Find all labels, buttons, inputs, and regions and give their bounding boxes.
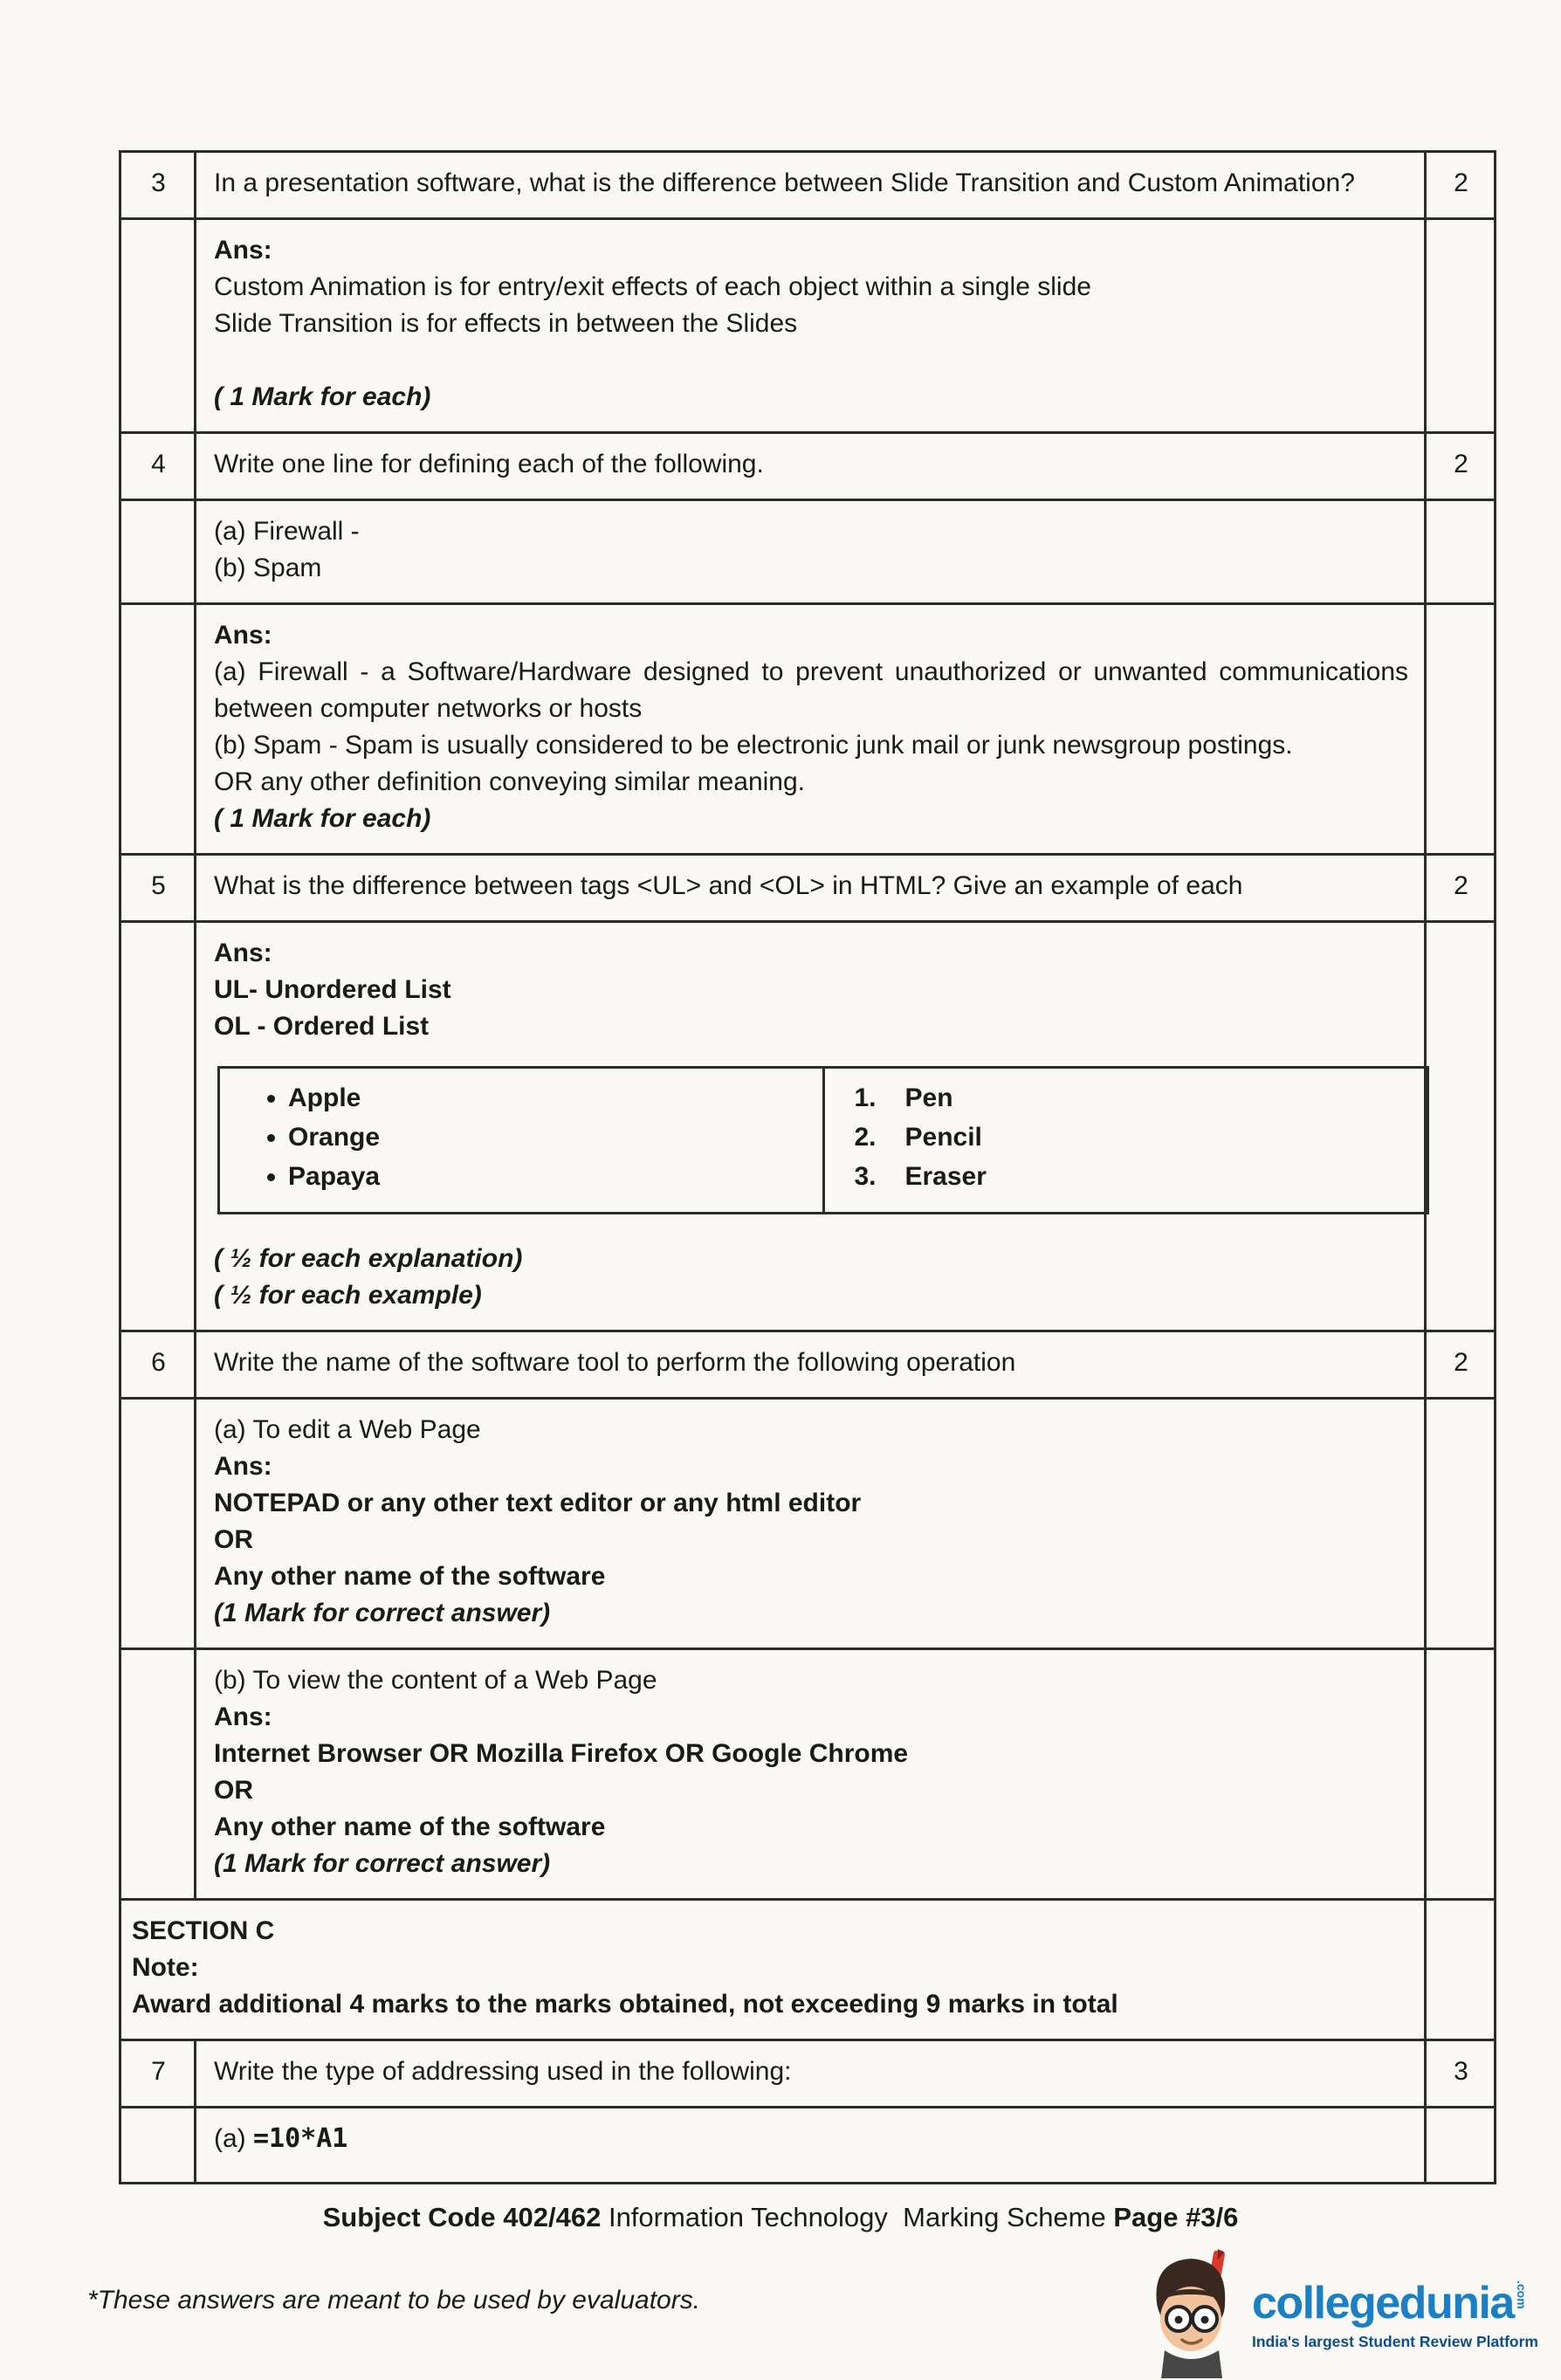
q4-answer-marks-cell: [1426, 604, 1496, 855]
q5-ans-label: Ans:: [214, 939, 272, 967]
q4-ans-line-1: (a) Firewall - a Software/Hardware designed to prevent unauthorized or unwanted communications between computer networks or hosts: [214, 657, 1408, 723]
brand-name: collegedunia: [1252, 2278, 1514, 2328]
spacer: [214, 342, 1408, 379]
q6-part-a-row: [120, 1399, 1496, 1649]
q6b-mark-note: (1 Mark for correct answer): [214, 1849, 551, 1878]
q4-question-text: Write one line for defining each of the following.: [196, 433, 1426, 500]
q4-number: 4: [120, 433, 196, 500]
q4-question-row: [120, 433, 1496, 500]
section-c-row: [120, 1900, 1496, 2040]
q5-unordered-example-cell: [219, 1068, 824, 1214]
q5-mark-note-2: ( ½ for each example): [214, 1281, 482, 1310]
q6b-ans-line-3: Any other name of the software: [214, 1813, 606, 1841]
q5-ol-item-label: Eraser: [904, 1162, 987, 1191]
q5-answer-num-cell: [120, 922, 196, 1331]
section-c-marks-cell: [1426, 1900, 1496, 2040]
q4-answer-num-cell: [120, 604, 196, 855]
q7a-prefix: (a): [214, 2124, 253, 2153]
q6b-prompt: (b) To view the content of a Web Page: [214, 1666, 657, 1695]
brand-text-block: [1252, 2280, 1538, 2351]
q6-part-b-row: [120, 1649, 1496, 1900]
q3-ans-line-1: Custom Animation is for entry/exit effects of each object within a single slide: [214, 272, 1091, 301]
q6a-ans-label: Ans:: [214, 1452, 272, 1481]
q7-part-a-row: [120, 2108, 1496, 2184]
q5-ol-item: [855, 1159, 1410, 1195]
q4-parts-num-cell: [120, 500, 196, 604]
q5-ol-item-number: 1.: [854, 1083, 877, 1112]
q6a-ans-line-1: NOTEPAD or any other text editor or any html editor: [214, 1489, 862, 1517]
q5-question-row: [120, 855, 1496, 922]
q5-mark-note-1: ( ½ for each explanation): [214, 1244, 523, 1273]
q6b-cell: [196, 1649, 1426, 1900]
q5-ol-item: [855, 1119, 1410, 1156]
q4-ans-line-2: (b) Spam - Spam is usually considered to be electronic junk mail or junk newsgroup postings.: [214, 731, 1293, 760]
q6a-marks-cell: [1426, 1399, 1496, 1649]
q5-ol-item: [855, 1080, 1410, 1117]
q3-answer-num-cell: [120, 219, 196, 433]
q5-ul-item: • Orange: [288, 1119, 805, 1156]
q4-parts-marks-cell: [1426, 500, 1496, 604]
collegedunia-logo: [1140, 2249, 1538, 2380]
q5-ol-item-label: Pencil: [904, 1123, 982, 1152]
marking-scheme-table: [119, 150, 1496, 2184]
q5-answer-marks-cell: [1426, 922, 1496, 1331]
q3-answer-cell: [196, 219, 1426, 433]
q6b-num-cell: [120, 1649, 196, 1900]
q6-number: 6: [120, 1331, 196, 1399]
q4-ans-line-3: OR any other definition conveying similar meaning.: [214, 767, 806, 796]
q4-mark-note: ( 1 Mark for each): [214, 804, 431, 833]
q5-example-row: [219, 1068, 1428, 1214]
q6b-ans-line-2: OR: [214, 1776, 253, 1805]
q5-number: 5: [120, 855, 196, 922]
brand-tagline: India's largest Student Review Platform: [1252, 2333, 1538, 2350]
q3-number: 3: [120, 152, 196, 219]
q5-example-table: [217, 1066, 1429, 1214]
q3-ans-label: Ans:: [214, 236, 272, 265]
q5-question-text: What is the difference between tags <UL> and <OL> in HTML? Give an example of each: [196, 855, 1426, 922]
q5-ol-item-number: 2.: [854, 1123, 877, 1152]
q7a-cell: [196, 2108, 1426, 2184]
q3-question-text: In a presentation software, what is the difference between Slide Transition and Custom Animation?: [196, 152, 1426, 219]
q5-ordered-example-cell: [823, 1068, 1428, 1214]
q4-part-b: (b) Spam: [214, 554, 322, 582]
q4-marks: 2: [1426, 433, 1496, 500]
q3-question-row: [120, 152, 1496, 219]
q5-ul-definition: UL- Unordered List: [214, 975, 451, 1004]
q5-marks: 2: [1426, 855, 1496, 922]
q6-question-row: [120, 1331, 1496, 1399]
q3-ans-line-2: Slide Transition is for effects in between the Slides: [214, 309, 798, 338]
q5-answer-row: [120, 922, 1496, 1331]
q4-parts-row: [120, 500, 1496, 604]
q3-marks: 2: [1426, 152, 1496, 219]
q5-ol-item-number: 3.: [854, 1162, 877, 1191]
q3-answer-row: [120, 219, 1496, 433]
q3-mark-note: ( 1 Mark for each): [214, 382, 431, 411]
section-c-title: SECTION C: [132, 1916, 275, 1945]
q6a-ans-line-2: OR: [214, 1525, 253, 1554]
q5-ul-item: • Papaya: [288, 1159, 805, 1195]
collegedunia-mascot-icon: [1140, 2249, 1243, 2380]
section-c-cell: [120, 1900, 1426, 2040]
q6-marks: 2: [1426, 1331, 1496, 1399]
section-c-note-text: Award additional 4 marks to the marks obtained, not exceeding 9 marks in total: [132, 1990, 1118, 2019]
q6b-ans-label: Ans:: [214, 1702, 272, 1731]
q6a-prompt: (a) To edit a Web Page: [214, 1415, 481, 1444]
q7a-marks-cell: [1426, 2108, 1496, 2184]
q6a-cell: [196, 1399, 1426, 1649]
q7-question-row: [120, 2040, 1496, 2108]
q3-answer-marks-cell: [1426, 219, 1496, 433]
q5-ol-definition: OL - Ordered List: [214, 1012, 430, 1041]
brand-tld: .com: [1514, 2280, 1529, 2309]
q5-unordered-list: [250, 1080, 805, 1195]
evaluator-note: *These answers are meant to be used by evaluators.: [87, 2286, 701, 2315]
q4-answer-cell: [196, 604, 1426, 855]
q5-ol-item-label: Pen: [904, 1083, 953, 1112]
section-c-note-label: Note:: [132, 1953, 199, 1982]
q4-ans-label: Ans:: [214, 621, 272, 650]
q7a-num-cell: [120, 2108, 196, 2184]
footer-middle-text: Information Technology Marking Scheme: [601, 2202, 1114, 2232]
q4-part-a: (a) Firewall -: [214, 517, 360, 546]
q5-ul-item: • Apple: [288, 1080, 805, 1117]
q4-parts-cell: [196, 500, 1426, 604]
q7-question-text: Write the type of addressing used in the following:: [196, 2040, 1426, 2108]
footer-subject-code: Subject Code 402/462: [322, 2202, 602, 2232]
q6a-ans-line-3: Any other name of the software: [214, 1562, 606, 1591]
q6b-ans-line-1: Internet Browser OR Mozilla Firefox OR Google Chrome: [214, 1739, 909, 1768]
q6a-num-cell: [120, 1399, 196, 1649]
q7-marks: 3: [1426, 2040, 1496, 2108]
q7a-formula: =10*A1: [253, 2123, 348, 2154]
q5-answer-cell: [196, 922, 1426, 1331]
q6b-marks-cell: [1426, 1649, 1496, 1900]
q6a-mark-note: (1 Mark for correct answer): [214, 1599, 551, 1627]
footer-page-number: Page #3/6: [1113, 2202, 1239, 2232]
page-footer: [0, 2202, 1561, 2233]
q7-number: 7: [120, 2040, 196, 2108]
q4-answer-row: [120, 604, 1496, 855]
q6-question-text: Write the name of the software tool to perform the following operation: [196, 1331, 1426, 1399]
